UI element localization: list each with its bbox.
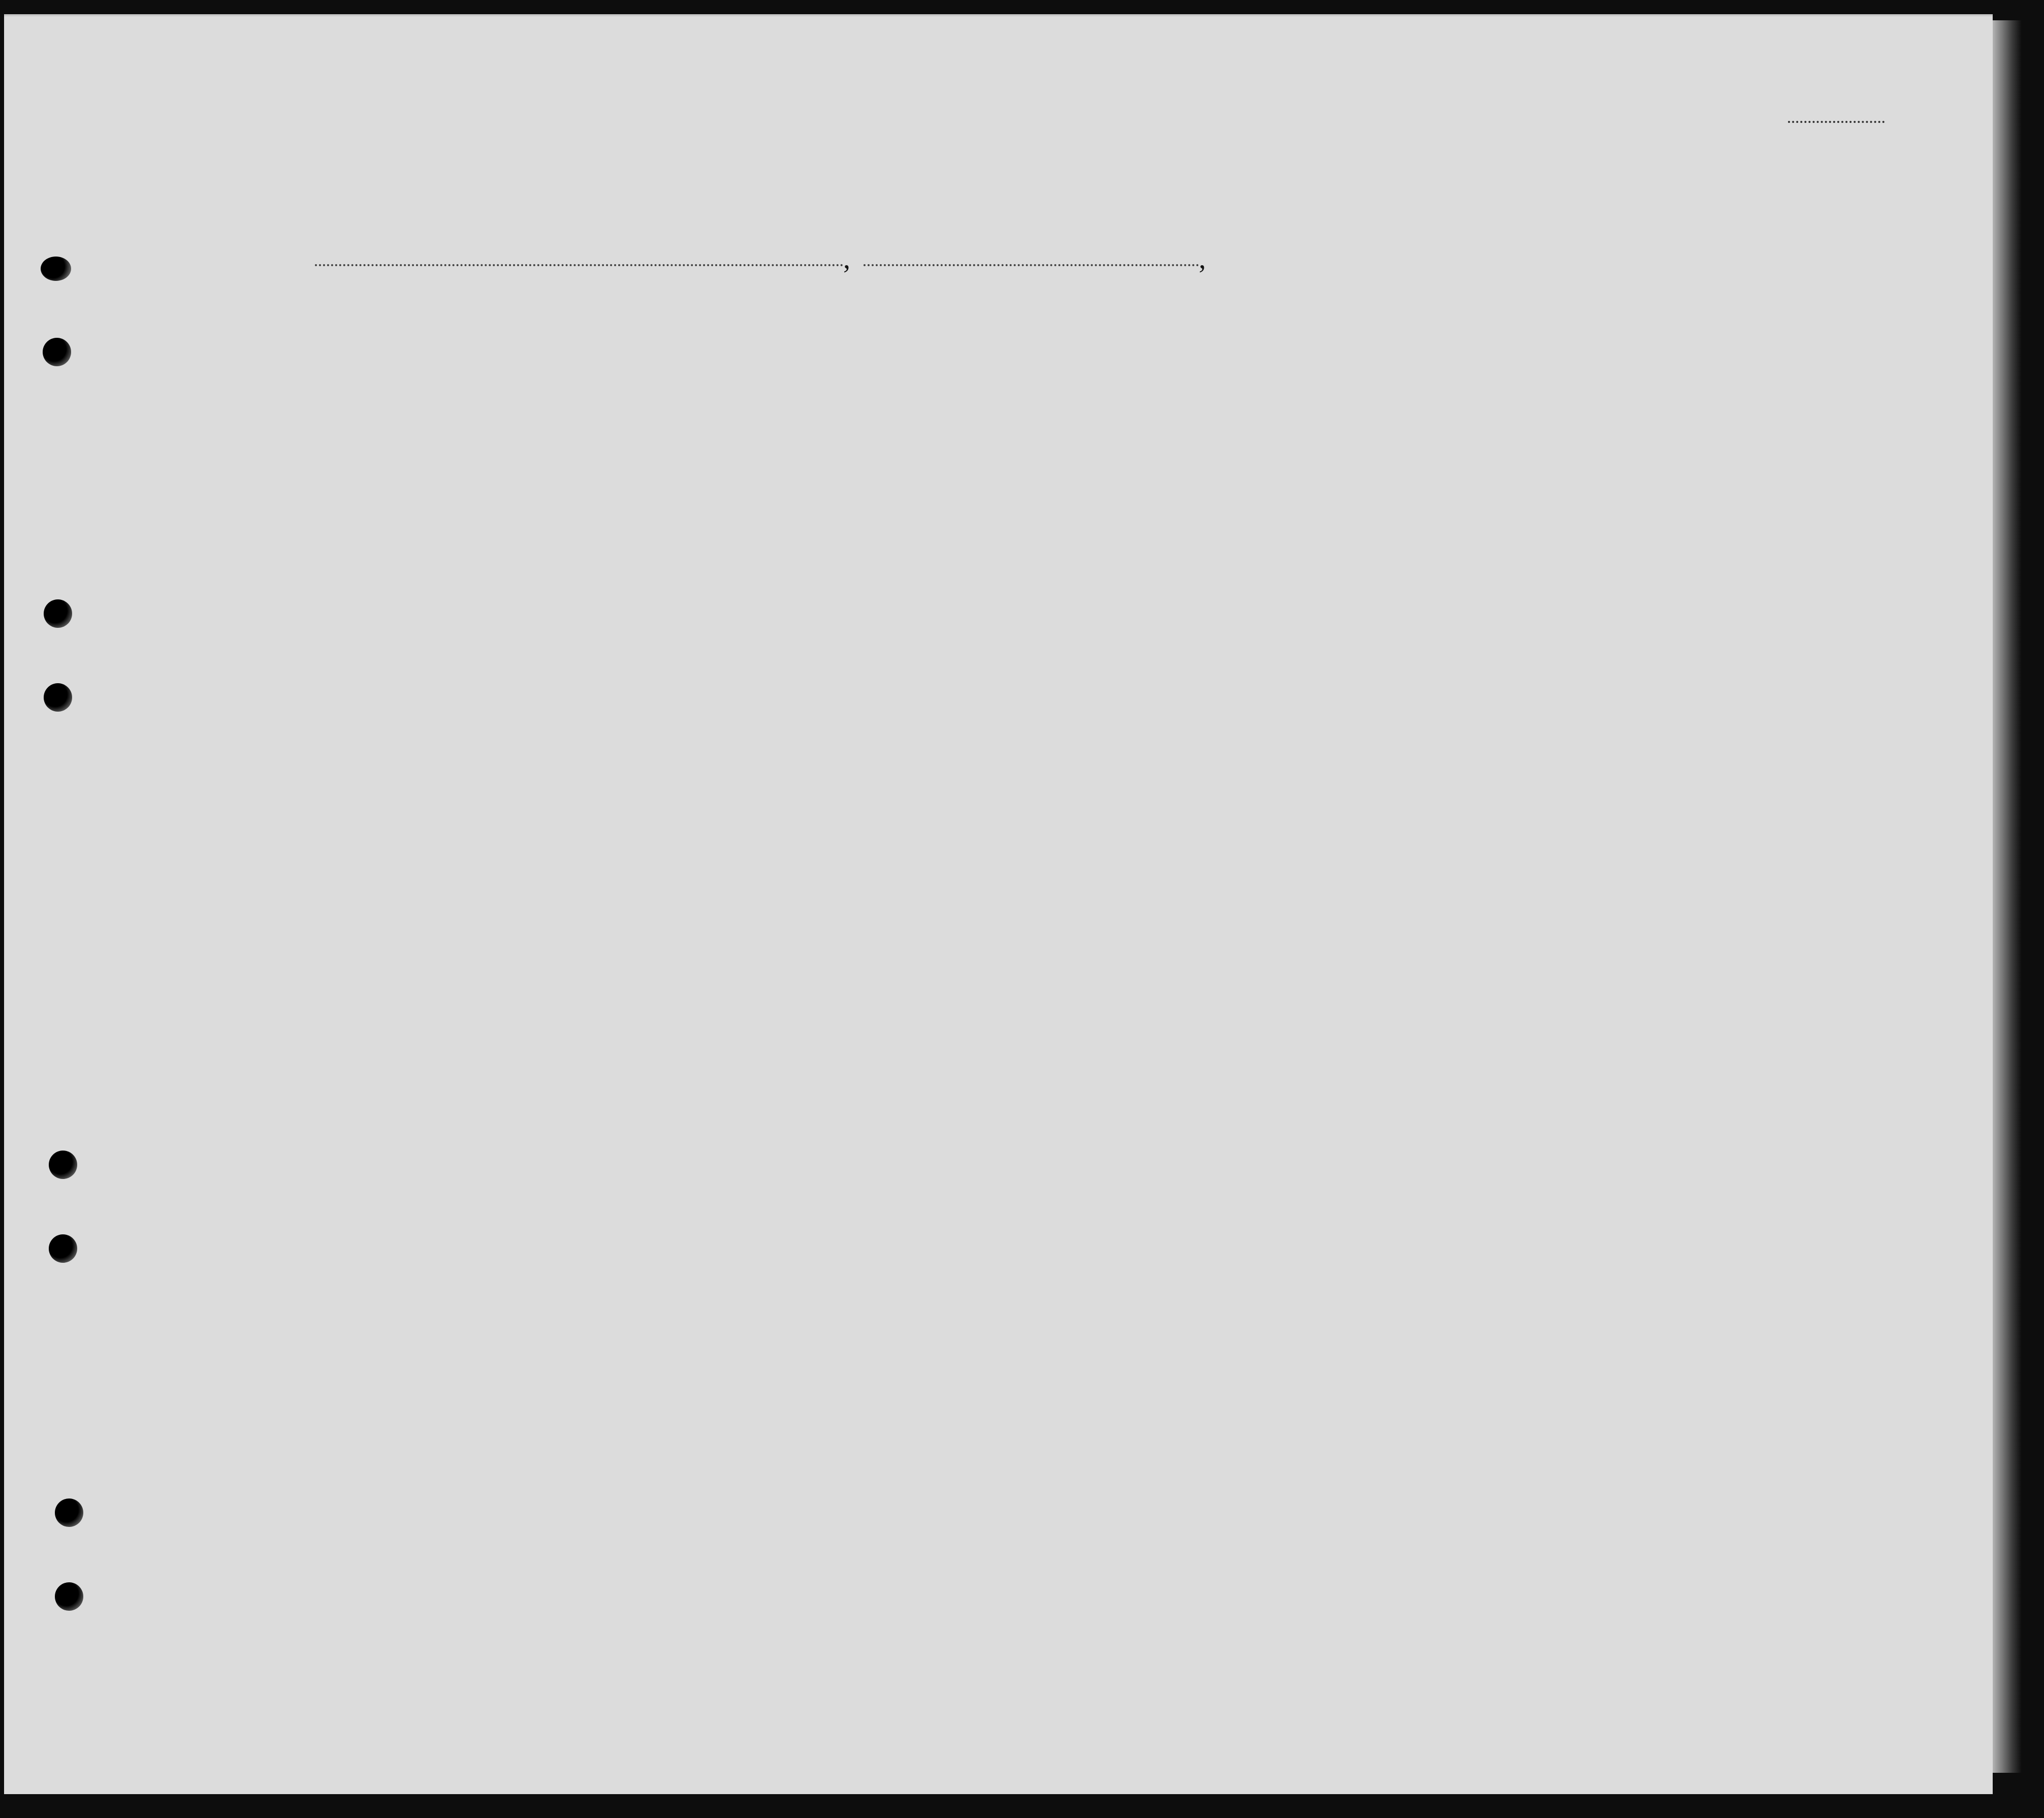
- separator-comma: ,: [843, 243, 850, 275]
- separator-comma: ,: [1199, 243, 1206, 275]
